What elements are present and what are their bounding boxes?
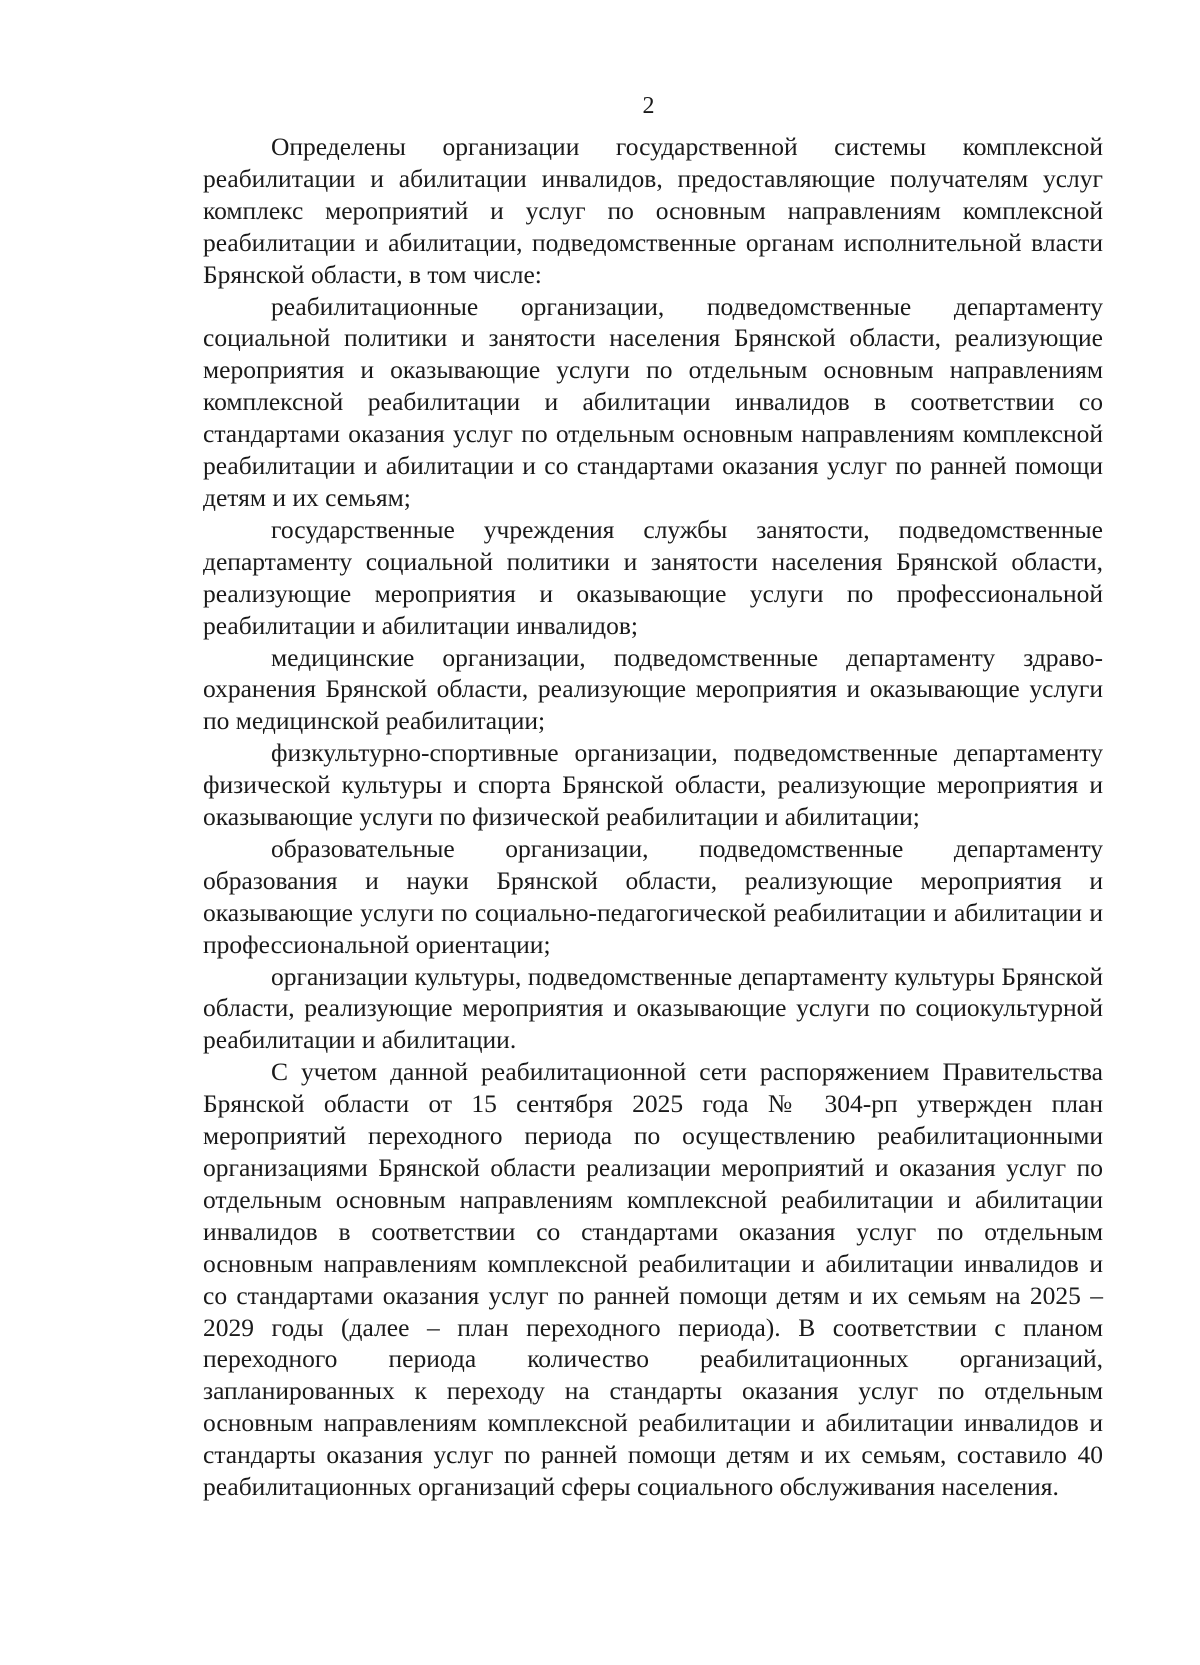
document-body <box>203 131 1103 1503</box>
paragraph-transition-plan: С учетом данной реабилитационной сети распоряжением Правительства Брянской области от 15 сентября 2025 года № 304-рп утвержден план мероприятий переходного периода по осуществлению реабилитационными организациями Брянской области реализации мероприятий и оказания услуг по отдельным основным направлениям комплексной реабилитации и абилитации инвалидов в соответствии со стандартами оказания услуг по отдельным основным направлениям комплексной реабилитации и абилитации инвалидов и со стандартами оказания услуг по ранней помощи детям и их семьям на 2025 – 2029 годы (далее – план переходного периода). В соответствии с планом переходного периода количество реабилитационных организаций, запланированных к переходу на стандарты оказания услуг по отдельным основным направлениям комплексной реабилитации и абилитации инвалидов и стандарты оказания услуг по ранней помощи детям и их семьям, составило 40 реабилитационных организаций сферы социального обслуживания населения. <box>203 1057 1103 1502</box>
page-number: 2 <box>642 93 655 119</box>
paragraph-medical-organizations: медицинские организации, подведомственные департаменту здравоохранения Брянской области, реализующие мероприятия и оказывающие услуги по медицинской реабилитации; <box>203 642 1103 736</box>
paragraph-sports-organizations: физкультурно-спортивные организации, подведомственные департаменту физической культуры и спорта Брянской области, реализующие мероприятия и оказывающие услуги по физической реабилитации и абилитации; <box>203 738 1103 832</box>
paragraph-employment-services: государственные учреждения службы занятости, подведомственные департаменту социальной политики и занятости населения Брянской области, реализующие мероприятия и оказывающие услуги по профессиональной реабилитации и абилитации инвалидов; <box>203 514 1103 640</box>
paragraph-culture-organizations: организации культуры, подведомственные департаменту культуры Брянской области, реализующие мероприятия и оказывающие услуги по социокультурной реабилитации и абилитации. <box>203 961 1103 1055</box>
paragraph-rehabilitation-organizations: реабилитационные организации, подведомственные департаменту социальной политики и занятости населения Брянской области, реализующие мероприятия и оказывающие услуги по отдельным основным направлениям комплексной реабилитации и абилитации инвалидов в соответствии со стандартами оказания услуг по отдельным основным направлениям комплексной реабилитации и абилитации и со стандартами оказания услуг по ранней помощи детям и их семьям; <box>203 291 1103 512</box>
paragraph-intro: Определены организации государственной системы комплексной реабилитации и абилитации инвалидов, предоставляющие получателям услуг комплекс мероприятий и услуг по основным направлениям комплексной реабилитации и абилитации, подведомственные органам исполнительной власти Брянской области, в том числе: <box>203 132 1103 289</box>
paragraph-educational-organizations: образовательные организации, подведомственные департаменту образования и науки Брянской области, реализующие мероприятия и оказывающие услуги по социально-педагогической реабилитации и абилитации и профессиональной ориентации; <box>203 833 1103 959</box>
